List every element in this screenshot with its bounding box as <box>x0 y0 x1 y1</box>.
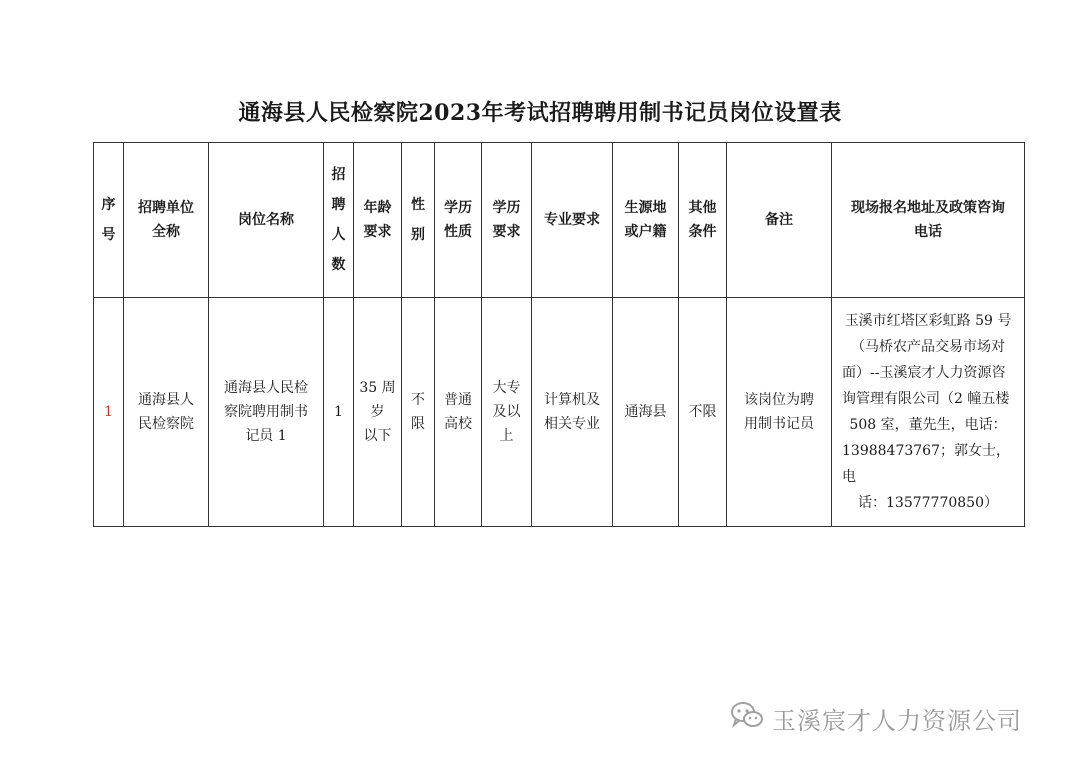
header-gender: 性 别 <box>402 143 435 298</box>
cell-address: 玉溪市红塔区彩虹路 59 号 （马桥农产品交易市场对 面）--玉溪宸才人力资源咨 询管理有限公司（2 幢五楼 508 室，董先生，电话： 13988473767；郭女士，电 话：13577770850） <box>832 298 1025 527</box>
wechat-icon <box>730 700 772 736</box>
header-major: 专业要求 <box>532 143 613 298</box>
cell-age: 35 周 岁 以下 <box>354 298 402 527</box>
header-unit: 招聘单位 全称 <box>124 143 209 298</box>
cell-edu-req: 大专 及以 上 <box>482 298 532 527</box>
cell-gender: 不 限 <box>402 298 435 527</box>
cell-other: 不限 <box>679 298 727 527</box>
header-edu-type: 学历 性质 <box>435 143 482 298</box>
watermark <box>730 698 1022 738</box>
header-origin: 生源地 或户籍 <box>613 143 679 298</box>
cell-edu-type: 普通 高校 <box>435 298 482 527</box>
header-other: 其他 条件 <box>679 143 727 298</box>
header-seq: 序 号 <box>94 143 124 298</box>
cell-position: 通海县人民检 察院聘用制书 记员 1 <box>209 298 324 527</box>
cell-origin: 通海县 <box>613 298 679 527</box>
header-note: 备注 <box>727 143 832 298</box>
table-row <box>94 298 1025 527</box>
header-edu-req: 学历 要求 <box>482 143 532 298</box>
header-count: 招 聘 人 数 <box>324 143 354 298</box>
watermark-text: 玉溪宸才人力资源公司 <box>772 706 1022 735</box>
cell-count: 1 <box>324 298 354 527</box>
document-title: 通海县人民检察院2023年考试招聘聘用制书记员岗位设置表 <box>238 100 842 126</box>
positions-table <box>93 142 1025 527</box>
header-address: 现场报名地址及政策咨询 电话 <box>832 143 1025 298</box>
header-position: 岗位名称 <box>209 143 324 298</box>
header-age: 年龄 要求 <box>354 143 402 298</box>
cell-seq: 1 <box>94 298 124 527</box>
cell-unit: 通海县人 民检察院 <box>124 298 209 527</box>
cell-major: 计算机及 相关专业 <box>532 298 613 527</box>
table-header-row <box>94 143 1025 298</box>
cell-note: 该岗位为聘 用制书记员 <box>727 298 832 527</box>
